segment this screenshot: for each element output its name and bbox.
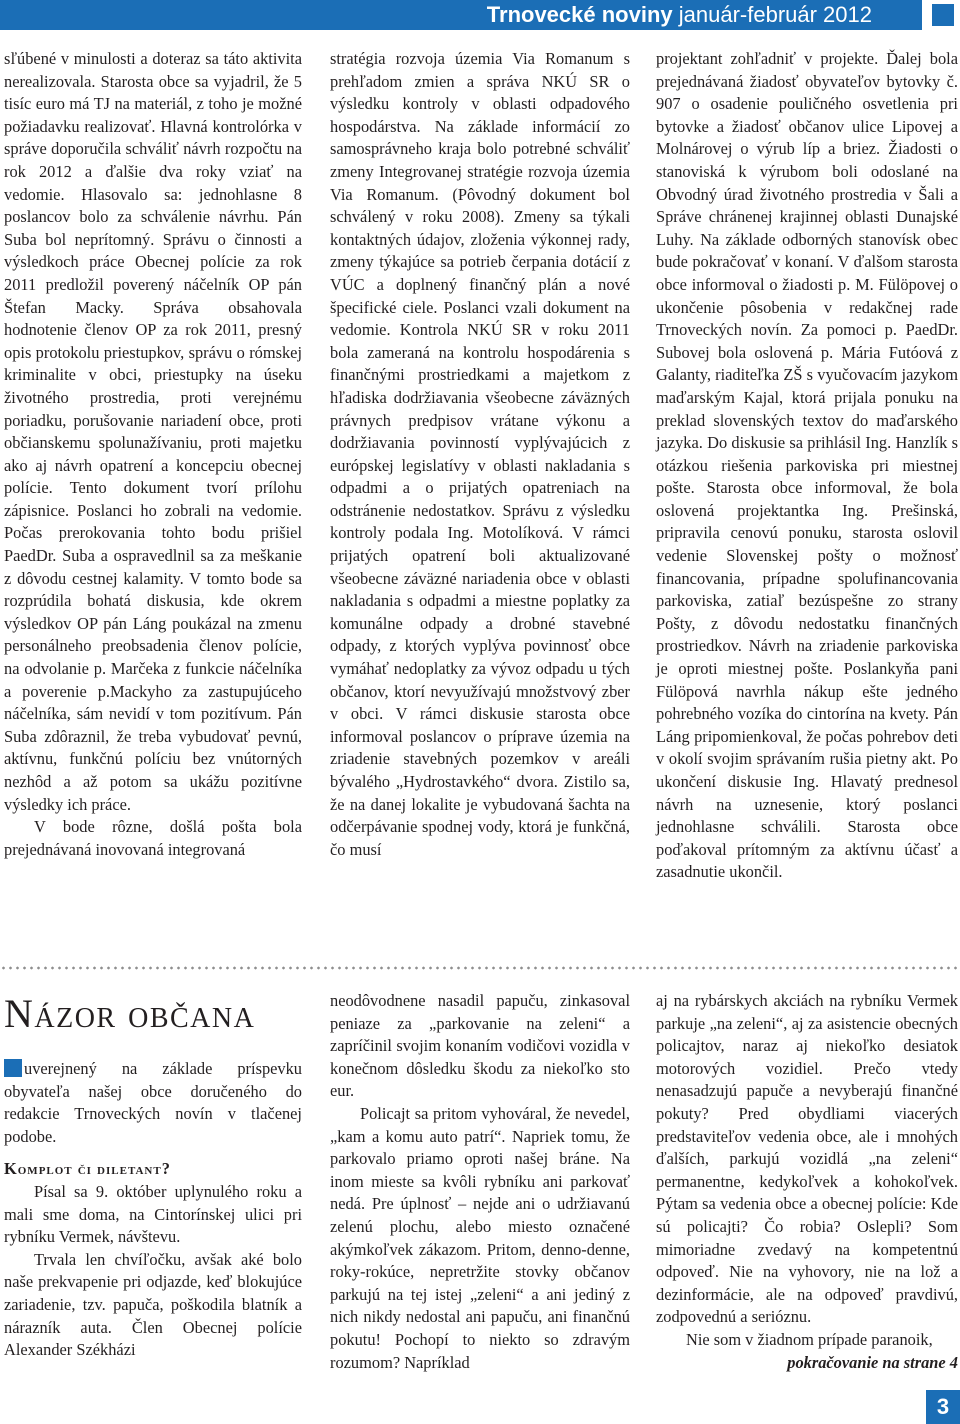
article-column-1	[4, 48, 302, 861]
header-square-decoration	[932, 4, 954, 26]
blue-square-icon	[4, 1059, 22, 1077]
subheading: Komplot či diletant?	[4, 1159, 171, 1179]
section-title: Názor občana	[4, 991, 256, 1036]
continued-link[interactable]: pokračovanie na strane 4	[787, 1352, 958, 1372]
intro-text: uverejnený na základe príspevku obyvateľa našej obce doručeného do redakcie Trnoveckých novín v tlačenej podobe.	[4, 1059, 302, 1146]
dotted-divider	[0, 966, 960, 970]
paragraph: Trvala len chvíľočku, avšak aké bolo naše prekvapenie pri odjazde, keď blokujúce zariadenie, tzv. papuča, poškodila blatník a nárazník auta. Člen Obecnej polície Alexander Székházi	[4, 1249, 302, 1360]
paragraph: sľúbené v minulosti a doteraz sa táto aktivita nerealizovala. Starosta obce sa vyjadril, že 5 tisíc euro má TJ na materiál, z toho je možné požiadavku realizovať. Hlavná kontrolórka v správe doporučila schváliť návrh rozpočtu na rok 2012 a ďalšie dva roky vziať na vedomie. Hlasovalo sa: jednohlasne 8 poslancov bolo za schválenie návrhu. Pán Suba bol neprítomný. Správu o činnosti a výsledkoch práce Obecnej polície za rok 2011 predložil poverený náčelník OP pán Štefan Macky. Správa obsahovala hodnotenie členov OP za rok 2011, presný opis protokolu priestupkov, správu o rómskej kriminalite v obci, priestupky na úseku životného prostredia, proti verejnému poriadku, porušovanie nariadení obce, proti občianskemu spolunažívaniu, proti majetku ako aj návrh opatrení a koncepciu obecnej polície. Tento dokument tvorí prílohu zápisnice. Poslanci ho zobrali na vedomie. Počas prerokovania tohto bodu prišiel PaedDr. Suba a ospravedlnil sa za meškanie z dôvodu cestnej kalamity. V tomto bode sa rozprúdila bohatá diskusia, kde okrem výsledkov OP pán Láng poukázal na zmenu personálneho preobsadenia členov polície, na odvolanie p. Marčeka z funkcie náčelníka a poverenie p.Mackyho za zastupujúceho náčelníka, sám nevidí v tom pozitívum. Pán Suba zdôraznil, že treba vybudovať pevnú, aktívnu, funkčnú políciu bez vnútorných nezhôd a až potom sa ukážu pozitívne výsledky ich práce.	[4, 49, 302, 814]
paragraph: Policajt sa pritom vyhováral, že nevedel, „kam a komu auto patrí“. Napriek tomu, že parkovalo priamo oproti našej bráne. Na inom mieste sa kvôli rybníku ani parkovať nedá. Pre úplnosť – nejde ani o udržiavanú zelenú plochu, alebo miesto označené akýmkoľvek zákazom. Pritom, denno-denne, roky-rokúce, nepretržite stovky občanov parkujú na tej istej „zeleni“ a ani jediný z nich nikdy nedostal ani papuču, ani finančnú pokutu! Pochopí to niekto so zdravým rozumom? Napríklad	[330, 1103, 630, 1372]
article-column-2	[330, 48, 630, 861]
paragraph: neodôvodnene nasadil papuču, zinkasoval peniaze za „parkovanie na zeleni“ a zapríčinil svojim konaním vodičovi vozidla v konečnom dôsledku škodu za niekoľko sto eur.	[330, 991, 630, 1101]
paragraph: stratégia rozvoja územia Via Romanum s prehľadom zmien a správa NKÚ SR o výsledku kontroly v oblasti odpadového hospodárstva. Na základe informácií zo samosprávneho kraja bolo potrebné schváliť zmeny Integrovanej stratégie rozvoja územia Via Romanum. (Pôvodný dokument bol schválený v roku 2008). Zmeny sa týkali kontaktných údajov, zloženia výkonnej rady, zmeny týkajúce sa potrieb čerpania dotácií z VÚC a doplnený finančný plán a nové špecifické ciele. Poslanci vzali dokument na vedomie. Kontrola NKÚ SR v roku 2011 bola zameraná na kontrolu hospodárenia s finančnými prostriedkami a majetkom z hľadiska dodržiavania všeobecne záväzných právnych predpisov vrátane výkonu a dodržiavania povinností vyplývajúcich z európskej legislatívy v oblasti nakladania s odpadmi a o prijatých opatreniach na odstránenie nedostatkov. Správu z výsledku kontroly podala Ing. Motolíková. V rámci prijatých opatrení boli aktualizované všeobecne záväzné nariadenia obce v oblasti nakladania s odpadmi a miestne poplatky za komunálne odpady a drobné stavebné odpady, z ktorých vyplýva povinnosť obce vymáhať nedoplatky za vývoz odpadu u tých občanov, ktorí nevyužívajú množstvový zber v obci. V rámci diskusie starosta obce informoval poslancov o príprave územia na zriadenie stavebných pozemkov v areáli bývalého „Hydrostavkého“ dvora. Zistilo sa, že na danej lokalite je vybudovaná šachta na odčerpávanie spodnej vody, ktorá je funkčná, čo musí	[330, 49, 630, 859]
paragraph: V bode rôzne, došlá pošta bola prejednávaná inovovaná integrovaná	[4, 817, 302, 859]
article-column-3	[656, 48, 958, 884]
paragraph: Písal sa 9. október uplynulého roku a mali sme doma, na Cintorínskej ulici pri rybníku Vermek, návštevu.	[4, 1181, 302, 1247]
issue-date: január-február 2012	[672, 2, 872, 27]
paragraph: projektant zohľadniť v projekte. Ďalej bola prejednávaná žiadosť obyvateľov bytovky č. 907 o osadenie pouličného osvetlenia pri bytovke a žiadosť občanov ulice Lipovej a Molnárovej o výrub líp a briez. Žiadosti o stanoviská k výrubom boli odoslané na Obvodný úrad životného prostredia v Šali a Správe chránenej krajinnej oblasti Dunajské Luhy. Na základe odborných stanovísk obec bude pokračovať v konaní. V ďalšom starosta obce informoval o žiadosti p. M. Fülöpovej o ukončenie pôsobenia v redakčnej rade Trnoveckých novín. Za pomoci p. PaedDr. Subovej bola oslovená p. Mária Futóová z Galanty, riaditeľka ZŠ s vyučovacím jazykom maďarským Kajal, ktorá prijala ponuku na preklad slovenských textov do maďarského jazyka. Do diskusie sa prihlásil Ing. Hanzlík s otázkou riešenia parkoviska pri miestnej pošte. Starosta obce informoval, že bola oslovená projektantka Ing. Prešinská, pripravila cenovú ponuku, starosta oslovil vedenie Slovenskej pošty o možnosť financovania, prípadne spolufinancovania parkoviska, zatiaľ bezúspešne zo strany Pošty, z dôvodu nedostatku finančných prostriedkov. Návrh na zriadenie parkoviska je oproti miestnej pošte. Poslankyňa pani Fülöpová navrhla nákup ešte jedného pohrebného vozíka do cintorína na kvety. Pán Láng pripomienkoval, že počas pohrebov deti v okolí svojim správaním rušia pietny akt. Po ukončení diskusie Ing. Hlavatý prednesol návrh na uznesenie, ktorý poslanci jednohlasne schválili. Starosta obce poďakoval prítomným za aktívnu účasť a zasadnutie ukončil.	[656, 49, 958, 882]
opinion-column-3	[656, 990, 958, 1374]
opinion-column-2	[330, 990, 630, 1374]
paragraph: aj na rybárskych akciách na rybníku Vermek parkuje „na zeleni“, aj za asistencie obecných policajtov, naraz aj niekoľko desiatok motorových vozidiel. Prečo vtedy nenasadzujú papuče a nevyberajú finančné pokuty? Pred obydliami viacerých predstaviteľov vedenia obce, ale i mnohých ďalších, parkujú vozidlá „na zeleni“ permanentne, kedykoľvek a kohokoľvek. Pýtam sa vedenia obce a obecnej polície: Kde sú policajti? Čo robia? Oslepli? Som mimoriadne zvedavý na kompetentnú odpoveď. Nie na vyhovory, nie na lož a dezinformácie, ale na odpoveď pravdivú, zodpovednú a serióznu.	[656, 991, 958, 1327]
paragraph: Nie som v žiadnom prípade paranoik,	[686, 1329, 933, 1349]
opinion-column-1	[4, 1058, 302, 1362]
page-number: 3	[926, 1390, 960, 1424]
publication-name: Trnovecké noviny	[486, 2, 673, 27]
publication-title	[487, 2, 872, 28]
intro-paragraph	[4, 1058, 302, 1148]
header-bar	[0, 0, 922, 30]
